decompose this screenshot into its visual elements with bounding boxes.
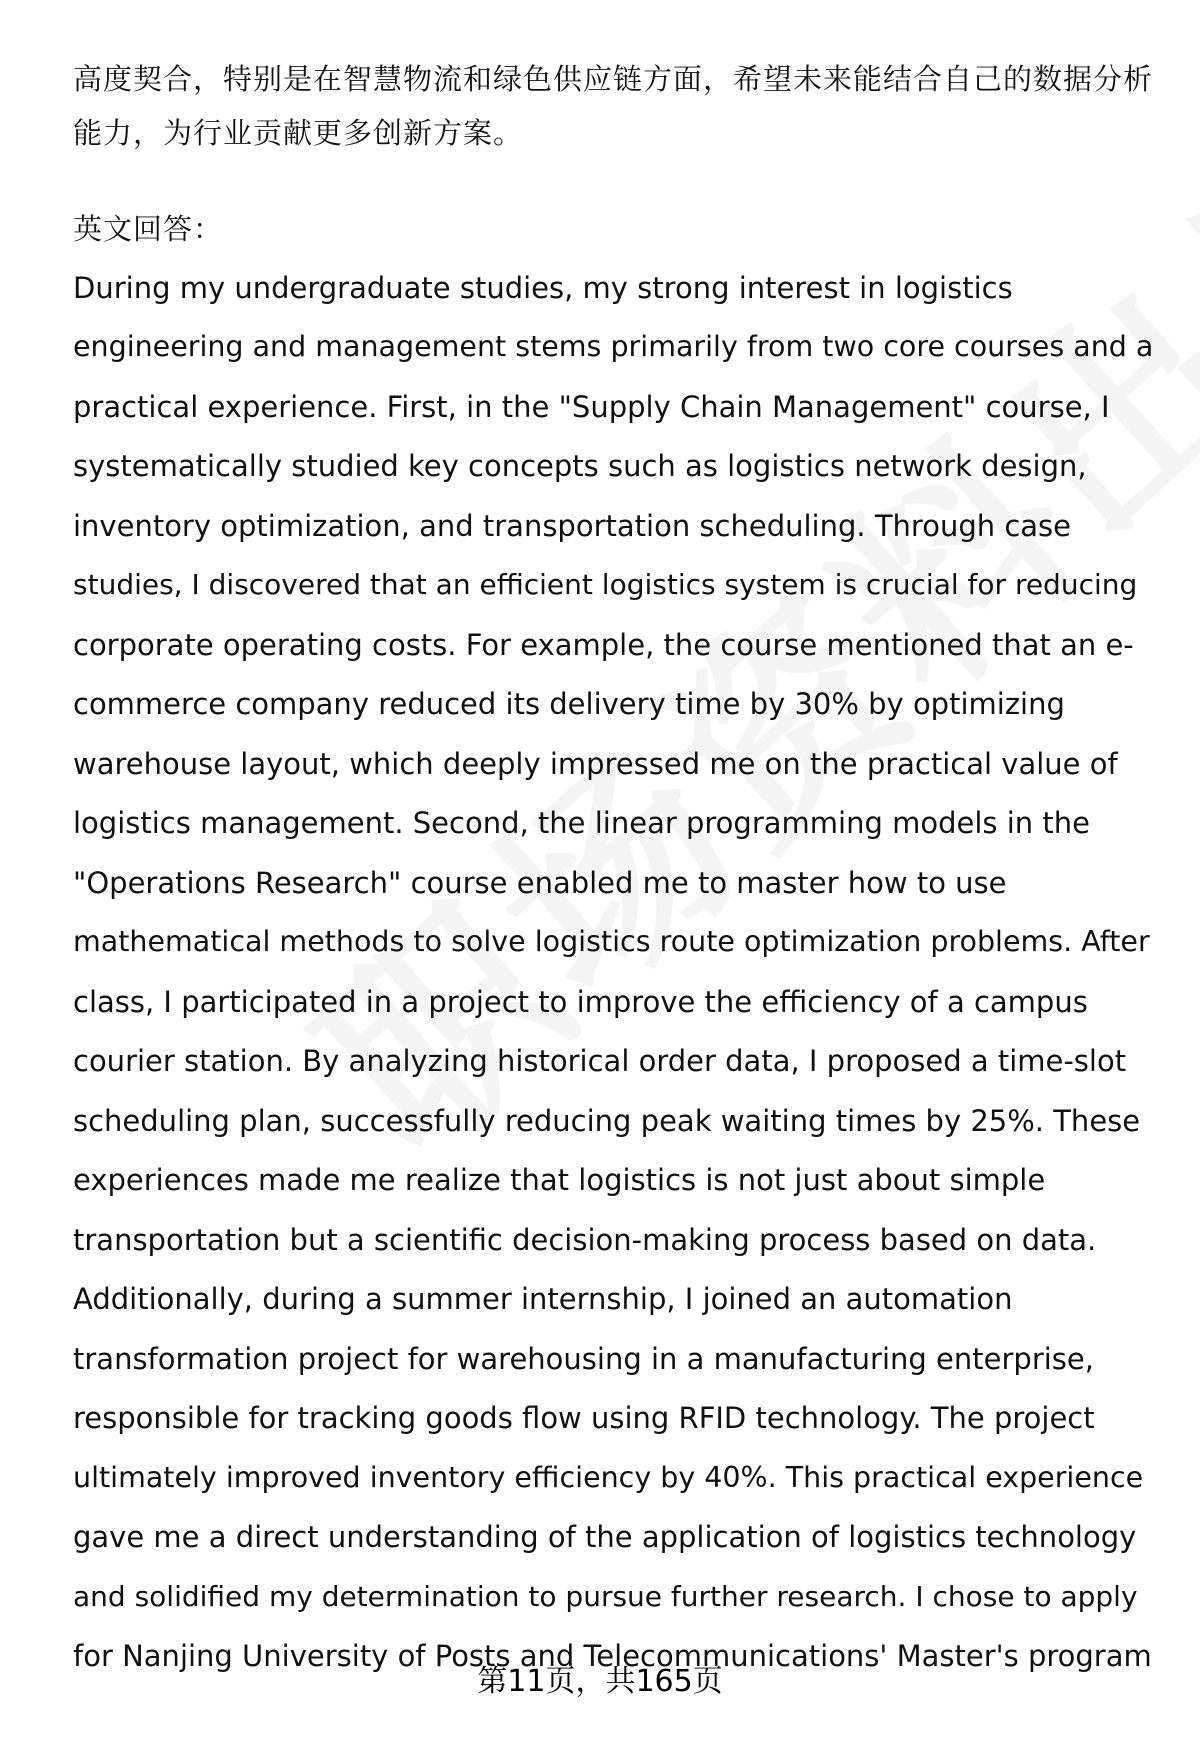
paragraph-line: logistics management. Second, the linear programming models in the [73, 806, 1090, 840]
paragraph-line: scheduling plan, successfully reducing peak waiting times by 25%. These [73, 1104, 1141, 1138]
paragraph-line: studies, I discovered that an efficient logistics system is crucial for reducing [73, 568, 1138, 601]
paragraph-line: practical experience. First, in the "Supply Chain Management" course, I [73, 390, 1110, 424]
paragraph-line: systematically studied key concepts such as logistics network design, [73, 449, 1087, 483]
paragraph-line: warehouse layout, which deeply impressed me on the practical value of [73, 747, 1118, 781]
section-heading-english-answer: 英文回答： [73, 212, 224, 246]
paragraph-line: mathematical methods to solve logistics route optimization problems. After [73, 925, 1150, 958]
paragraph-line: experiences made me realize that logistics is not just about simple [73, 1163, 1046, 1197]
paragraph-line: courier station. By analyzing historical order data, I proposed a time-slot [73, 1044, 1127, 1078]
paragraph-line: During my undergraduate studies, my strong interest in logistics [73, 271, 1013, 305]
paragraph-line: ultimately improved inventory efficiency by 40%. This practical experience [73, 1461, 1144, 1494]
paragraph-line: engineering and management stems primarily from two core courses and a [73, 330, 1154, 363]
paragraph-line: corporate operating costs. For example, the course mentioned that an e- [73, 628, 1134, 662]
paragraph-line: "Operations Research" course enabled me to master how to use [73, 866, 1007, 900]
paragraph-line: transformation project for warehousing in a manufacturing enterprise, [73, 1342, 1094, 1376]
paragraph-line-zh: 能力，为行业贡献更多创新方案。 [73, 116, 524, 150]
paragraph-line: responsible for tracking goods flow using RFID technology. The project [73, 1401, 1095, 1435]
paragraph-line: for Nanjing University of Posts and Telecommunications' Master's program [73, 1639, 1152, 1673]
paragraph-line: and solidified my determination to pursue further research. I chose to apply [73, 1580, 1138, 1613]
paragraph-line-zh: 高度契合，特别是在智慧物流和绿色供应链方面，希望未来能结合自己的数据分析 [73, 62, 1154, 96]
paragraph-line: commerce company reduced its delivery time by 30% by optimizing [73, 687, 1065, 721]
paragraph-line: gave me a direct understanding of the application of logistics technology [73, 1520, 1137, 1554]
paragraph-line: inventory optimization, and transportation scheduling. Through case [73, 509, 1071, 543]
paragraph-line: Additionally, during a summer internship, I joined an automation [73, 1282, 1013, 1316]
paragraph-line: transportation but a scientific decision-making process based on data. [73, 1223, 1097, 1257]
page-number-footer: 第11页，共165页 [477, 1664, 723, 1699]
paragraph-line: class, I participated in a project to improve the efficiency of a campus [73, 985, 1088, 1019]
